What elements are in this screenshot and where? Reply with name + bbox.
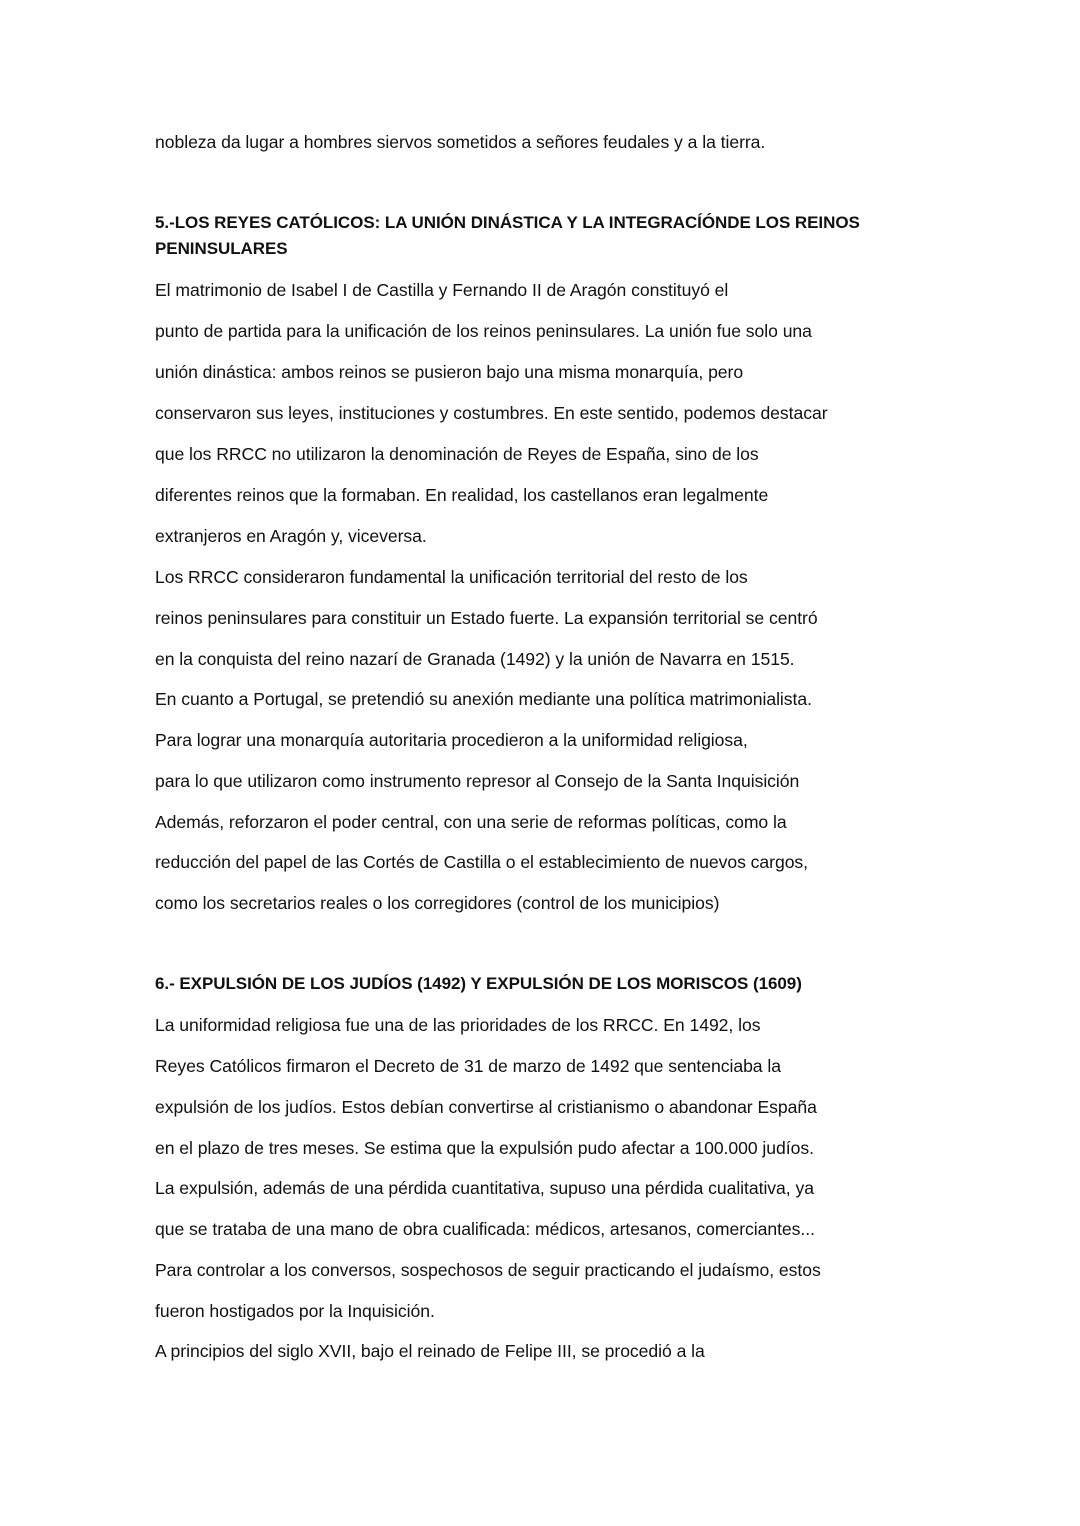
section5-paragraph-line: unión dinástica: ambos reinos se pusieron bajo una misma monarquía, pero bbox=[155, 362, 744, 382]
intro-line: nobleza da lugar a hombres siervos sometidos a señores feudales y a la tierra. bbox=[155, 132, 766, 152]
section5-heading-line2: PENINSULARES bbox=[155, 239, 288, 258]
section5-paragraph-line: punto de partida para la unificación de los reinos peninsulares. La unión fue solo una bbox=[155, 321, 812, 341]
section5-paragraph-line: En cuanto a Portugal, se pretendió su anexión mediante una política matrimonialista. bbox=[155, 689, 812, 709]
section6-paragraph-line: La uniformidad religiosa fue una de las prioridades de los RRCC. En 1492, los bbox=[155, 1015, 761, 1035]
section6-paragraph-line: expulsión de los judíos. Estos debían convertirse al cristianismo o abandonar España bbox=[155, 1097, 817, 1117]
section6-paragraph-line: fueron hostigados por la Inquisición. bbox=[155, 1301, 435, 1321]
section6-paragraph-line: Reyes Católicos firmaron el Decreto de 31 de marzo de 1492 que sentenciaba la bbox=[155, 1056, 781, 1076]
section6-heading: 6.- EXPULSIÓN DE LOS JUDÍOS (1492) Y EXPULSIÓN DE LOS MORISCOS (1609) bbox=[155, 974, 802, 993]
section6-paragraph-line: que se trataba de una mano de obra cualificada: médicos, artesanos, comerciantes... bbox=[155, 1219, 815, 1239]
section5-paragraph-line: reinos peninsulares para constituir un Estado fuerte. La expansión territorial se centró bbox=[155, 608, 818, 628]
section5-paragraph-line: conservaron sus leyes, instituciones y costumbres. En este sentido, podemos destacar bbox=[155, 403, 828, 423]
section5-paragraph-line: Además, reforzaron el poder central, con una serie de reformas políticas, como la bbox=[155, 812, 787, 832]
section6-paragraph-line: Para controlar a los conversos, sospechosos de seguir practicando el judaísmo, estos bbox=[155, 1260, 821, 1280]
section5-heading-line1: 5.-LOS REYES CATÓLICOS: LA UNIÓN DINÁSTICA Y LA INTEGRACÍÓNDE LOS REINOS bbox=[155, 213, 860, 232]
section5-paragraph-line: extranjeros en Aragón y, viceversa. bbox=[155, 526, 427, 546]
section5-paragraph-line: para lo que utilizaron como instrumento represor al Consejo de la Santa Inquisición bbox=[155, 771, 800, 791]
section6-paragraph-line: en el plazo de tres meses. Se estima que la expulsión pudo afectar a 100.000 judíos. bbox=[155, 1138, 814, 1158]
section5-paragraph-line: que los RRCC no utilizaron la denominación de Reyes de España, sino de los bbox=[155, 444, 759, 464]
section5-paragraph-line: como los secretarios reales o los corregidores (control de los municipios) bbox=[155, 893, 720, 913]
section5-paragraph-line: diferentes reinos que la formaban. En realidad, los castellanos eran legalmente bbox=[155, 485, 769, 505]
section6-paragraph-line: La expulsión, además de una pérdida cuantitativa, supuso una pérdida cualitativa, ya bbox=[155, 1178, 814, 1198]
section5-paragraph-line: reducción del papel de las Cortés de Castilla o el establecimiento de nuevos cargos, bbox=[155, 852, 809, 872]
section5-paragraph-line: Los RRCC consideraron fundamental la unificación territorial del resto de los bbox=[155, 567, 748, 587]
section6-paragraph-line: A principios del siglo XVII, bajo el reinado de Felipe III, se procedió a la bbox=[155, 1341, 705, 1361]
section5-paragraph-line: El matrimonio de Isabel I de Castilla y Fernando II de Aragón constituyó el bbox=[155, 280, 729, 300]
section5-paragraph-line: Para lograr una monarquía autoritaria procedieron a la uniformidad religiosa, bbox=[155, 730, 748, 750]
section5-paragraph-line: en la conquista del reino nazarí de Granada (1492) y la unión de Navarra en 1515. bbox=[155, 649, 795, 669]
